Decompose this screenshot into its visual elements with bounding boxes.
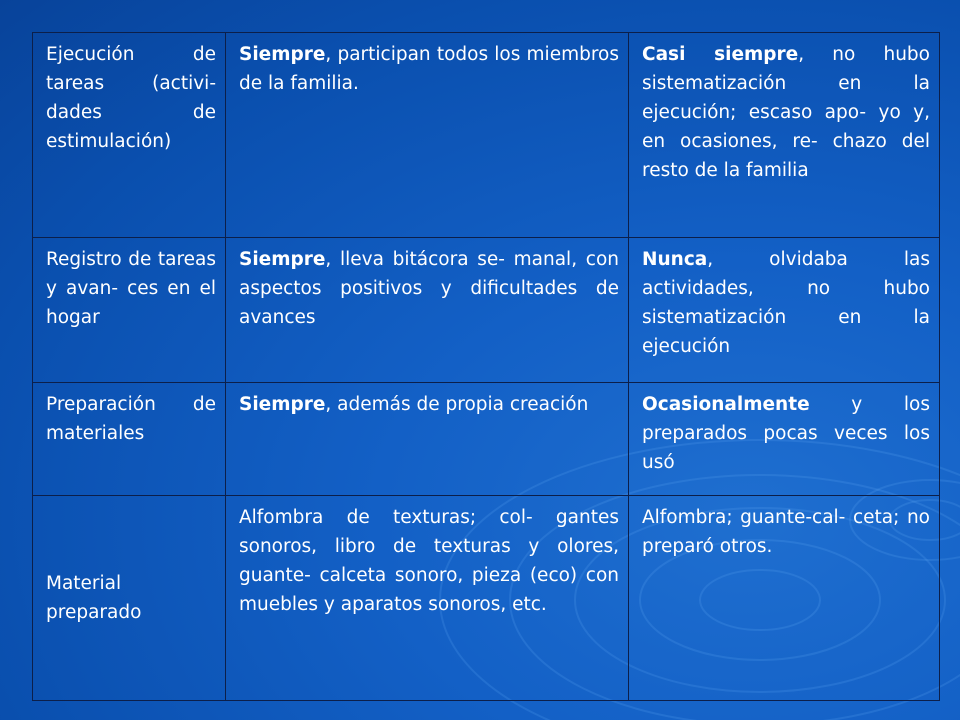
criterion-cell (33, 238, 226, 383)
result-text: Alfombra de texturas; col- gantes sonoros, libro de texturas y olores, guante- calceta sonoro, pieza (eco) con muebles y aparatos sonoros, etc. (239, 507, 619, 615)
frequency-label: Siempre (239, 249, 326, 270)
result-text: Alfombra; guante-cal- ceta; no preparó otros. (642, 507, 930, 557)
result-cell (629, 238, 940, 383)
criterion-label: Material preparado (46, 573, 142, 623)
criterion-label: Registro de tareas y avan- ces en el hogar (46, 249, 216, 328)
result-cell (629, 383, 940, 496)
criterion-cell (33, 33, 226, 238)
table-row (33, 496, 940, 701)
result-cell (226, 496, 629, 701)
result-cell (226, 238, 629, 383)
criterion-cell (33, 496, 226, 701)
result-text: , participan todos los miembros de la familia. (239, 44, 619, 94)
frequency-label: Nunca (642, 249, 708, 270)
frequency-label: Casi siempre (642, 44, 799, 65)
result-cell (629, 496, 940, 701)
table-row (33, 238, 940, 383)
result-cell (226, 33, 629, 238)
criterion-label: Ejecución de tareas (activi- dades de estimulación) (46, 44, 216, 152)
result-text: , lleva bitácora se- manal, con aspectos positivos y dificultades de avances (239, 249, 619, 328)
frequency-label: Ocasionalmente (642, 394, 810, 415)
result-text: , no hubo sistematización en la ejecución; escaso apo- yo y, en ocasiones, re- chazo del resto de la familia (642, 44, 930, 181)
comparison-table (32, 32, 940, 701)
frequency-label: Siempre (239, 394, 326, 415)
result-text: , olvidaba las actividades, no hubo sistematización en la ejecución (642, 249, 930, 357)
table-row (33, 33, 940, 238)
result-cell (629, 33, 940, 238)
criterion-cell (33, 383, 226, 496)
result-text: y los preparados pocas veces los usó (642, 394, 930, 473)
result-text: , además de propia creación (325, 394, 589, 415)
table-row (33, 383, 940, 496)
result-cell (226, 383, 629, 496)
criterion-label: Preparación de materiales (46, 394, 216, 444)
frequency-label: Siempre (239, 44, 326, 65)
